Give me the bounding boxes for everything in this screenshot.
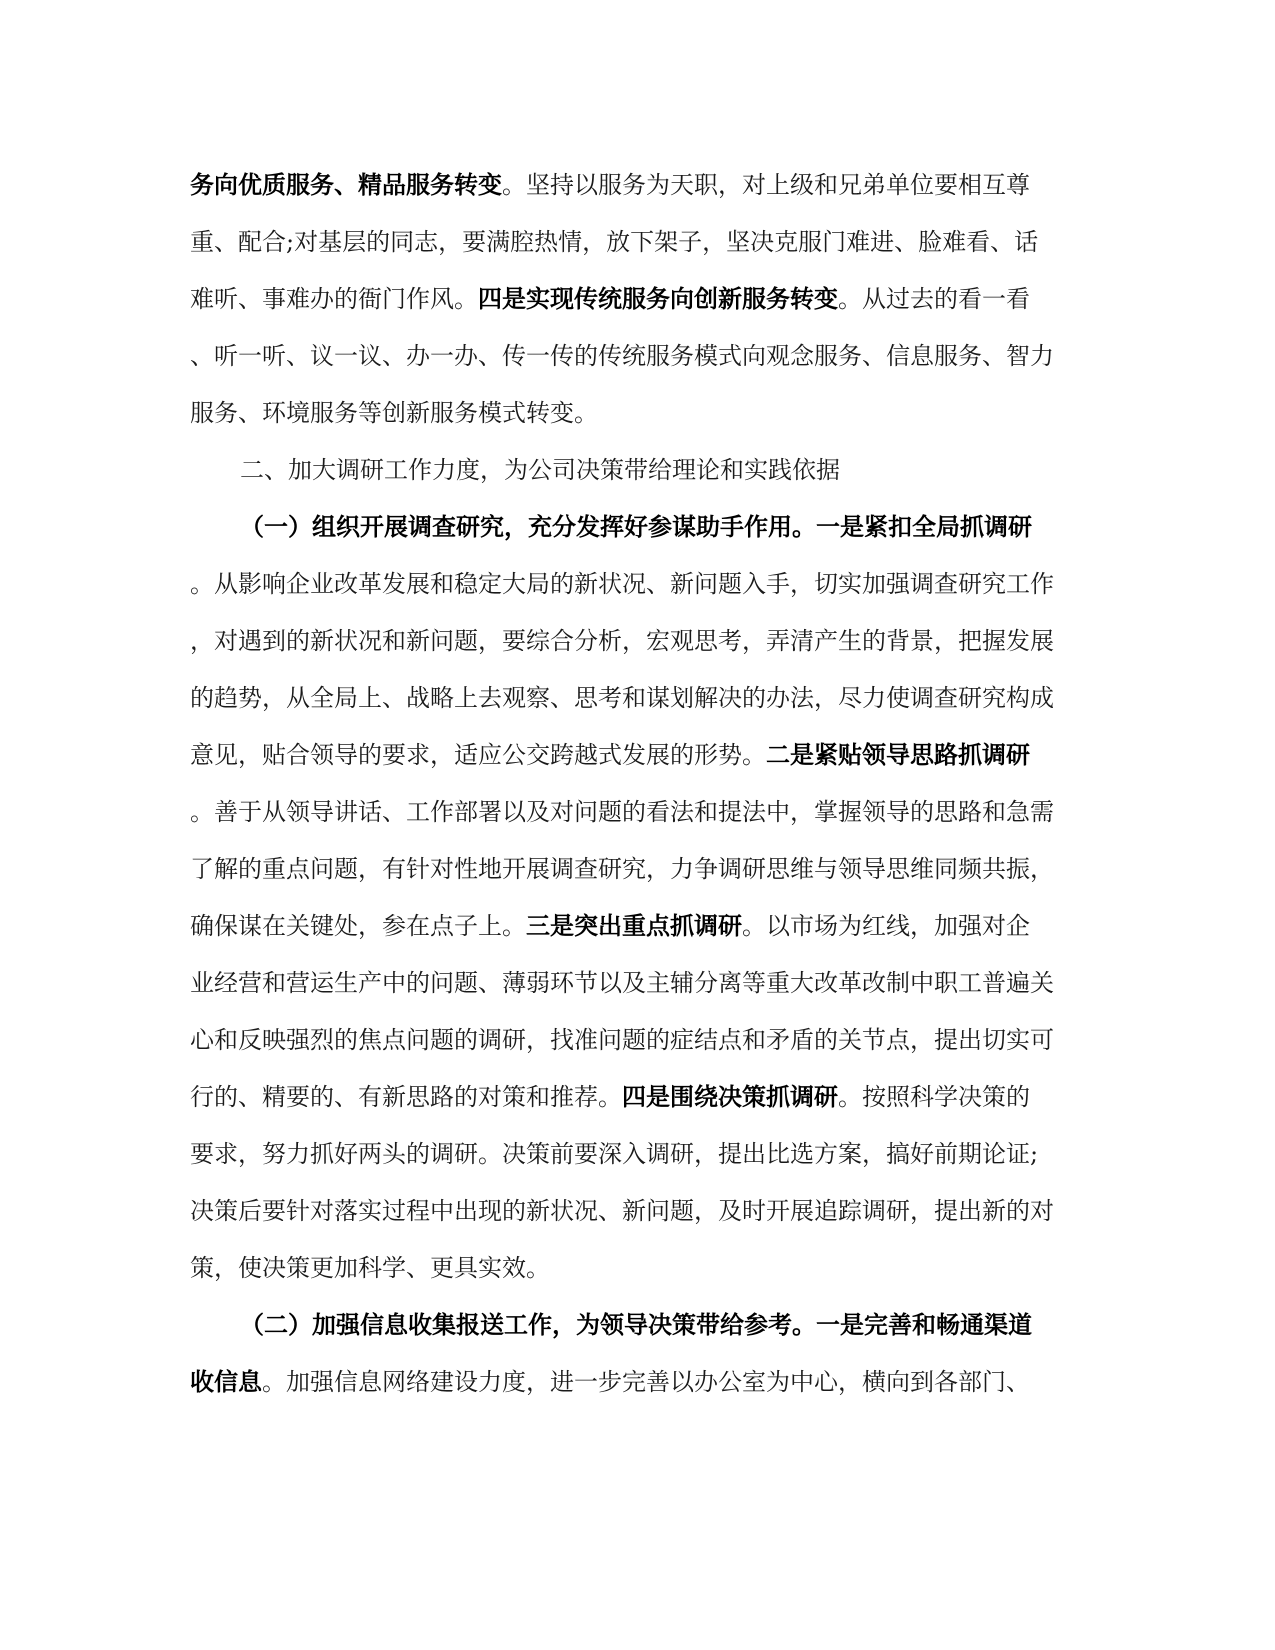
bold-text: 四是围绕决策抓调研 bbox=[622, 1083, 838, 1111]
text-line bbox=[190, 1077, 1090, 1117]
text-line bbox=[190, 222, 1090, 262]
body-text: 心和反映强烈的焦点问题的调研，找准问题的症结点和矛盾的关节点，提出切实可 bbox=[190, 1026, 1054, 1054]
bold-text: 收信息 bbox=[190, 1368, 262, 1396]
body-text: 难听、事难办的衙门作风。 bbox=[190, 285, 478, 313]
bold-text: 四是实现传统服务向创新服务转变 bbox=[478, 285, 838, 313]
text-line bbox=[190, 279, 1090, 319]
body-text: 业经营和营运生产中的问题、薄弱环节以及主辅分离等重大改革改制中职工普遍关 bbox=[190, 969, 1054, 997]
text-line bbox=[240, 1305, 1090, 1345]
bold-text: （二）加强信息收集报送工作，为领导决策带给参考。一是完善和畅通渠道 bbox=[240, 1311, 1032, 1339]
body-text: 。坚持以服务为天职，对上级和兄弟单位要相互尊 bbox=[502, 171, 1030, 199]
text-line bbox=[190, 1191, 1090, 1231]
text-line bbox=[190, 849, 1090, 889]
body-text: 服务、环境服务等创新服务模式转变。 bbox=[190, 399, 598, 427]
body-text: 。按照科学决策的 bbox=[838, 1083, 1030, 1111]
body-text: 意见，贴合领导的要求，适应公交跨越式发展的形势。 bbox=[190, 741, 766, 769]
text-line bbox=[190, 564, 1090, 604]
text-line bbox=[190, 963, 1090, 1003]
body-text: 确保谋在关键处，参在点子上。 bbox=[190, 912, 526, 940]
text-line bbox=[240, 507, 1090, 547]
body-text: 决策后要针对落实过程中出现的新状况、新问题，及时开展追踪调研，提出新的对 bbox=[190, 1197, 1054, 1225]
body-text: 策，使决策更加科学、更具实效。 bbox=[190, 1254, 550, 1282]
body-text: 。从过去的看一看 bbox=[838, 285, 1030, 313]
body-text: 。善于从领导讲话、工作部署以及对问题的看法和提法中，掌握领导的思路和急需 bbox=[190, 798, 1054, 826]
text-line bbox=[190, 165, 1090, 205]
body-text: 重、配合;对基层的同志，要满腔热情，放下架子，坚决克服门难进、脸难看、话 bbox=[190, 228, 1039, 256]
body-text: 。加强信息网络建设力度，进一步完善以办公室为中心，横向到各部门、 bbox=[262, 1368, 1030, 1396]
bold-text: 二是紧贴领导思路抓调研 bbox=[766, 741, 1030, 769]
text-line bbox=[190, 1020, 1090, 1060]
text-line bbox=[190, 393, 1090, 433]
text-line bbox=[190, 678, 1090, 718]
body-text: ，对遇到的新状况和新问题，要综合分析，宏观思考，弄清产生的背景，把握发展 bbox=[190, 627, 1054, 655]
bold-text: 务向优质服务、精品服务转变 bbox=[190, 171, 502, 199]
text-line bbox=[190, 792, 1090, 832]
body-text: 、听一听、议一议、办一办、传一传的传统服务模式向观念服务、信息服务、智力 bbox=[190, 342, 1054, 370]
body-text: 。从影响企业改革发展和稳定大局的新状况、新问题入手，切实加强调查研究工作 bbox=[190, 570, 1054, 598]
text-line bbox=[190, 621, 1090, 661]
body-text: 了解的重点问题，有针对性地开展调查研究，力争调研思维与领导思维同频共振， bbox=[190, 855, 1054, 883]
text-line bbox=[190, 906, 1090, 946]
text-line bbox=[190, 1362, 1090, 1402]
text-line bbox=[190, 336, 1090, 376]
body-text: 。以市场为红线，加强对企 bbox=[742, 912, 1030, 940]
body-text: 二、加大调研工作力度，为公司决策带给理论和实践依据 bbox=[240, 456, 840, 484]
body-text: 的趋势，从全局上、战略上去观察、思考和谋划解决的办法，尽力使调查研究构成 bbox=[190, 684, 1054, 712]
text-line bbox=[190, 1248, 1090, 1288]
text-line bbox=[190, 1134, 1090, 1174]
text-line bbox=[190, 735, 1090, 775]
text-line bbox=[240, 450, 1090, 490]
body-text: 要求，努力抓好两头的调研。决策前要深入调研，提出比选方案，搞好前期论证; bbox=[190, 1140, 1039, 1168]
bold-text: （一）组织开展调查研究，充分发挥好参谋助手作用。一是紧扣全局抓调研 bbox=[240, 513, 1032, 541]
body-text: 行的、精要的、有新思路的对策和推荐。 bbox=[190, 1083, 622, 1111]
bold-text: 三是突出重点抓调研 bbox=[526, 912, 742, 940]
